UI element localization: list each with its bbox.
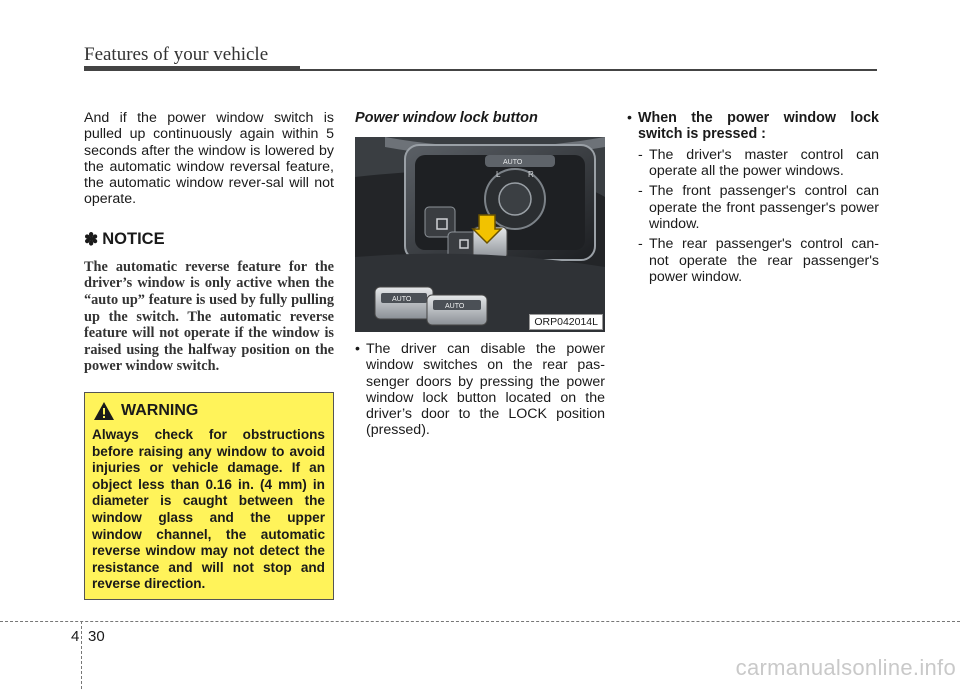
intro-paragraph: And if the power window switch is pulled up continuously again within 5 seconds after the window is lowered by the automatic window reversal feature, the automatic window rever-sal will not operate.: [84, 110, 334, 208]
bullet-text: The driver can disable the power window switches on the rear pas-senger doors by pressing the power window lock button located on the driver’s door to the LOCK position (pressed).: [366, 341, 605, 439]
footer-vertical-divider: [81, 621, 82, 689]
warning-heading: [93, 401, 198, 421]
photo-label-l: L: [496, 170, 501, 179]
bullet-block: [355, 341, 605, 439]
watermark: carmanualsonline.info: [735, 655, 956, 680]
list-item: [638, 147, 879, 180]
photo-label-r: R: [528, 170, 534, 179]
column-middle: [355, 110, 605, 439]
warning-text: Always check for obstructions before raising any window to avoid injuries or vehicle damage. If an object less than 0.16 in. (4 mm) in diameter is caught between the window glass and the upper window channel, the automatic reverse window may not detect the resistance and will not stop and reverse direction.: [92, 427, 325, 592]
warning-triangle-icon: [93, 401, 115, 421]
photo-label-auto-top: AUTO: [503, 159, 523, 166]
list-item: [355, 341, 605, 439]
window-switch-illustration: [355, 137, 605, 332]
warning-box: [84, 392, 334, 600]
photo-label-auto-left: AUTO: [392, 296, 412, 303]
section-title: Power window lock button: [355, 110, 538, 126]
dash-mark: -: [638, 183, 643, 200]
list-item: [638, 183, 879, 232]
image-caption: ORP042014L: [529, 314, 603, 330]
column-right: [627, 110, 879, 289]
dash-item-text: The driver's master control can operate all the power windows.: [649, 146, 879, 180]
window-switch-photo: [355, 137, 605, 332]
photo-label-auto-right: AUTO: [445, 303, 465, 310]
dash-item-text: The rear passenger's control can-not operate the rear passenger's power window.: [649, 236, 879, 285]
dash-item-text: The front passenger's control can operate the front passenger's power window.: [649, 183, 879, 232]
warning-title: WARNING: [121, 402, 199, 419]
list-item: [627, 110, 879, 143]
footer-divider: [0, 621, 960, 622]
header-rule-thin: [300, 69, 877, 71]
page-header-title: Features of your vehicle: [84, 44, 269, 65]
chapter-number: 4: [71, 628, 80, 645]
notice-title: NOTICE: [102, 230, 165, 249]
lock-pressed-heading: When the power window lock switch is pressed :: [638, 110, 879, 143]
notice-heading: [84, 230, 334, 250]
dash-list: [627, 147, 879, 285]
header-rule-thick: [84, 66, 300, 71]
notice-text: The automatic reverse feature for the driver’s window is only active when the “auto up” feature is used by fully pulling up the switch. The automatic reverse feature will not operate if the window is raised using the halfway position on the power window switch.: [84, 258, 334, 375]
notice-star-icon: ✽: [84, 229, 99, 249]
dash-mark: -: [638, 146, 643, 163]
bullet-mark: •: [355, 341, 360, 357]
column-left: [84, 110, 334, 375]
dash-mark: -: [638, 236, 643, 253]
bullet-mark: •: [627, 110, 632, 126]
list-item: [638, 236, 879, 285]
page-number: 30: [88, 628, 105, 645]
